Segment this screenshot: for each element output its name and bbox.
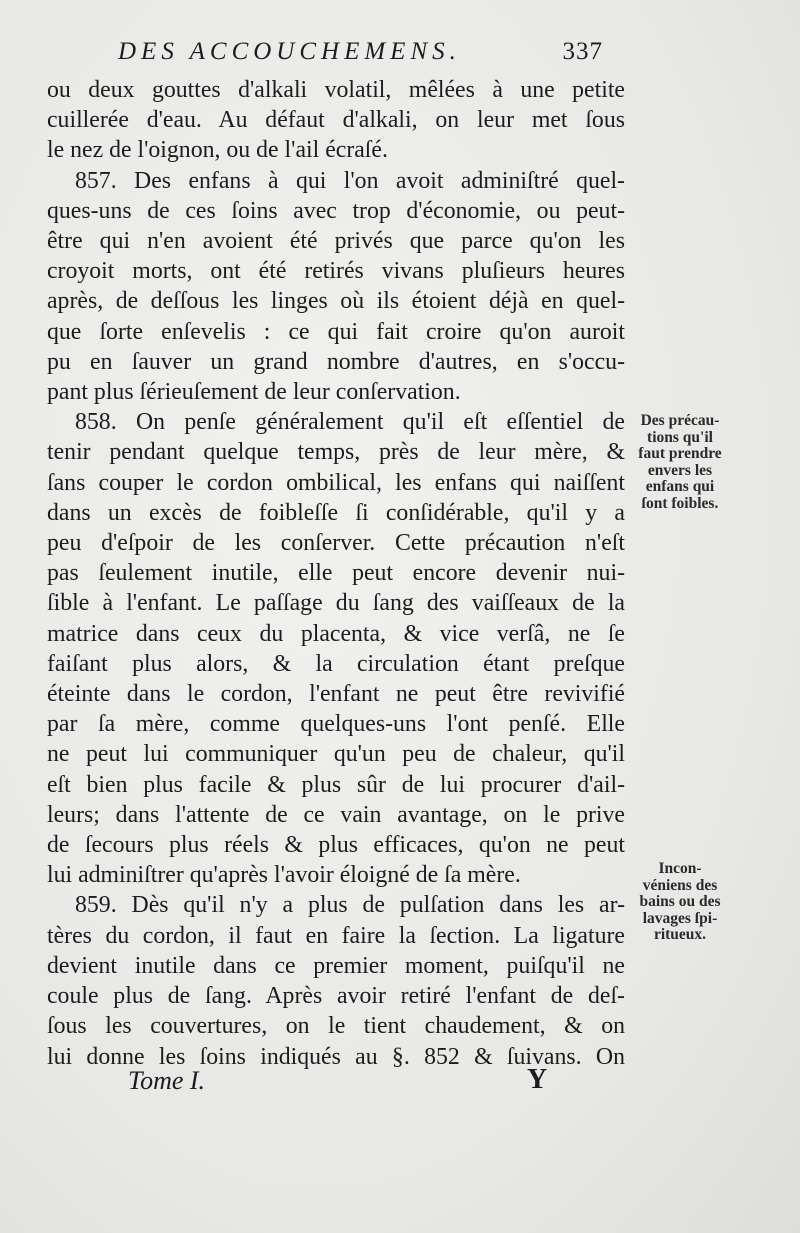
text-line: lui adminiſtrer qu'après l'avoir éloigné de ſa mère.	[47, 862, 521, 889]
text-line: lui donne les ſoins indiqués au §. 852 & ſuivans. On	[47, 1043, 625, 1070]
text-line: leurs; dans l'attente de ce vain avantage, on le prive	[47, 801, 625, 828]
page-number: 337	[562, 38, 603, 65]
text-line: ſans couper le cordon ombilical, les enfans qui naiſſent	[47, 469, 625, 496]
text-line: tères du cordon, il faut en faire la ſection. La ligature	[47, 922, 625, 949]
text-line: devient inutile dans ce premier moment, puiſqu'il ne	[47, 952, 625, 979]
text-line: pas ſeulement inutile, elle peut encore devenir nui-	[47, 560, 625, 587]
text-line: eſt bien plus facile & plus sûr de lui procurer d'ail-	[47, 771, 625, 798]
running-header	[118, 38, 603, 66]
volume-label: Tome I.	[128, 1066, 206, 1095]
margin-note-inconveniences	[620, 861, 740, 944]
text-line: pant plus ſérieuſement de leur conſervation.	[47, 379, 461, 406]
text-line: que ſorte enſevelis : ce qui fait croire qu'on auroit	[47, 318, 625, 345]
margin-note-line: bains ou des	[639, 893, 721, 910]
text-line: de ſecours plus réels & plus efficaces, qu'on ne peut	[47, 832, 625, 859]
margin-note-line: Des précau-	[640, 412, 720, 429]
margin-note-line: tions qu'il	[647, 428, 713, 446]
text-line: ques-uns de ces ſoins avec trop d'économie, ou peut-	[47, 197, 625, 224]
text-line: par ſa mère, comme quelques-uns l'ont penſé. Elle	[47, 711, 625, 738]
margin-note-line: enfans qui	[645, 478, 715, 495]
text-line: peu d'eſpoir de les conſerver. Cette précaution n'eſt	[47, 530, 625, 557]
text-line: 857. Des enfans à qui l'on avoit adminiſtré quel-	[75, 167, 625, 194]
margin-note-precautions	[620, 413, 740, 512]
margin-note-line: ritueux.	[653, 926, 707, 943]
text-line: coule plus de ſang. Après avoir retiré l'enfant de deſ-	[47, 983, 625, 1010]
text-line: être qui n'en avoient été privés que parce qu'on les	[47, 228, 625, 255]
text-line: matrice dans ceux du placenta, & vice verſâ, ne ſe	[47, 620, 625, 647]
text-line: ne peut lui communiquer qu'un peu de chaleur, qu'il	[47, 741, 625, 768]
text-line: après, de deſſous les linges où ils étoient déjà en quel-	[47, 288, 625, 315]
margin-note-line: Incon-	[658, 860, 702, 877]
text-line: ſible à l'enfant. Le paſſage du ſang des vaiſſeaux de la	[47, 590, 625, 617]
text-line: tenir pendant quelque temps, près de leur mère, &	[47, 439, 625, 466]
text-line: pu en ſauver un grand nombre d'autres, en s'occu-	[47, 348, 625, 375]
text-line: ou deux gouttes d'alkali volatil, mêlées à une petite	[47, 77, 625, 103]
margin-note-line: faut prendre	[638, 445, 722, 462]
text-line: 859. Dès qu'il n'y a plus de pulſation dans les ar-	[75, 892, 625, 919]
text-line: croyoit morts, ont été retirés vivans pluſieurs heures	[47, 258, 625, 285]
margin-note-line: véniens des	[642, 876, 718, 894]
text-line: le nez de l'oignon, ou de l'ail écraſé.	[47, 137, 388, 164]
margin-note-line: lavages ſpi-	[642, 909, 718, 927]
margin-note-line: envers les	[647, 461, 713, 479]
text-line: dans un excès de foibleſſe ſi conſidérable, qu'il y a	[47, 499, 625, 526]
running-title: DES ACCOUCHEMENS.	[118, 38, 461, 65]
body-text	[47, 75, 625, 1072]
text-line: ſous les couvertures, on le tient chaudement, & on	[47, 1013, 625, 1040]
text-line: 858. On penſe généralement qu'il eſt eſſentiel de	[75, 409, 625, 436]
text-line: cuillerée d'eau. Au défaut d'alkali, on leur met ſous	[47, 107, 625, 134]
text-line: éteinte dans le cordon, l'enfant ne peut être revivifié	[47, 681, 625, 708]
text-line: faiſant plus alors, & la circulation étant preſque	[47, 650, 625, 677]
signature-mark: Y	[527, 1064, 548, 1095]
margin-note-line: ſont foibles.	[641, 494, 719, 512]
